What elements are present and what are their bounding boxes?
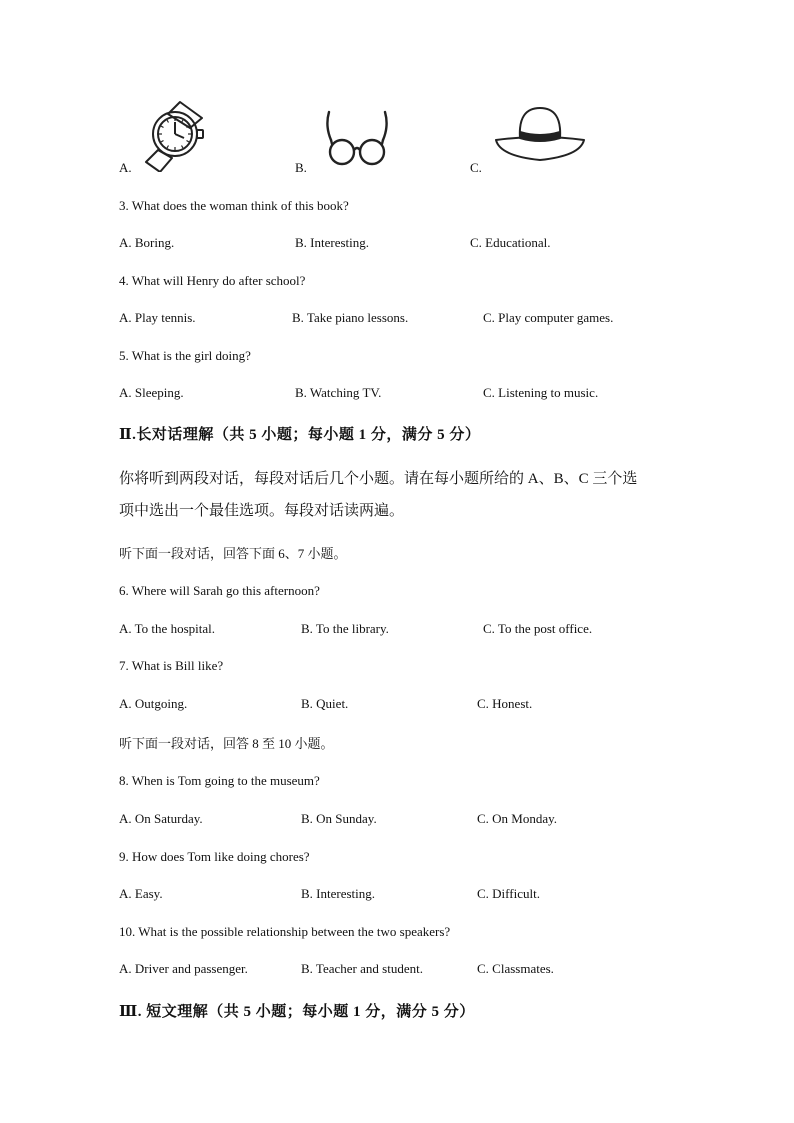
- q10-option-b: B. Teacher and student.: [301, 961, 423, 976]
- q5-option-c: C. Listening to music.: [483, 385, 599, 400]
- question-4: 4. What will Henry do after school?: [119, 273, 306, 288]
- section-3-heading: Ⅲ. 短文理解（共 5 小题；每小题 1 分，满分 5 分）: [119, 1004, 475, 1020]
- section-2-heading: Ⅱ.长对话理解（共 5 小题；每小题 1 分，满分 5 分）: [119, 427, 481, 443]
- section-2-instruction-line-1: 你将听到两段对话，每段对话后几个小题。请在每小题所给的 A、B、C 三个选: [119, 471, 638, 487]
- q6-option-b: B. To the library.: [301, 621, 389, 636]
- q3-option-c: C. Educational.: [470, 235, 551, 250]
- option-c-label: C.: [470, 160, 482, 175]
- option-b-label: B.: [295, 160, 307, 175]
- question-8: 8. When is Tom going to the museum?: [119, 773, 320, 788]
- question-9: 9. How does Tom like doing chores?: [119, 849, 310, 864]
- watch-icon: [140, 100, 210, 172]
- hat-icon: [494, 104, 586, 164]
- question-7: 7. What is Bill like?: [119, 658, 224, 673]
- q4-option-c: C. Play computer games.: [483, 310, 614, 325]
- q10-option-c: C. Classmates.: [477, 961, 554, 976]
- q4-option-a: A. Play tennis.: [119, 310, 196, 325]
- q5-option-b: B. Watching TV.: [295, 385, 382, 400]
- q9-option-c: C. Difficult.: [477, 886, 540, 901]
- question-3: 3. What does the woman think of this book?: [119, 198, 349, 213]
- q6-option-c: C. To the post office.: [483, 621, 593, 636]
- glasses-icon: [323, 108, 391, 168]
- question-10: 10. What is the possible relationship between the two speakers?: [119, 924, 451, 939]
- question-5: 5. What is the girl doing?: [119, 348, 251, 363]
- q9-option-b: B. Interesting.: [301, 886, 376, 901]
- dialog-1-intro: 听下面一段对话，回答下面 6、7 小题。: [119, 546, 347, 561]
- q8-option-b: B. On Sunday.: [301, 811, 377, 826]
- section-2-instruction-line-2: 项中选出一个最佳选项。每段对话读两遍。: [119, 503, 405, 519]
- q7-option-c: C. Honest.: [477, 696, 533, 711]
- q6-option-a: A. To the hospital.: [119, 621, 215, 636]
- q9-option-a: A. Easy.: [119, 886, 163, 901]
- q7-option-a: A. Outgoing.: [119, 696, 188, 711]
- q8-option-a: A. On Saturday.: [119, 811, 203, 826]
- q3-option-b: B. Interesting.: [295, 235, 370, 250]
- q8-option-c: C. On Monday.: [477, 811, 558, 826]
- dialog-2-intro: 听下面一段对话，回答 8 至 10 小题。: [119, 736, 334, 751]
- q10-option-a: A. Driver and passenger.: [119, 961, 248, 976]
- q3-option-a: A. Boring.: [119, 235, 175, 250]
- q7-option-b: B. Quiet.: [301, 696, 349, 711]
- option-a-label: A.: [119, 160, 132, 175]
- q5-option-a: A. Sleeping.: [119, 385, 184, 400]
- question-6: 6. Where will Sarah go this afternoon?: [119, 583, 320, 598]
- q4-option-b: B. Take piano lessons.: [292, 310, 409, 325]
